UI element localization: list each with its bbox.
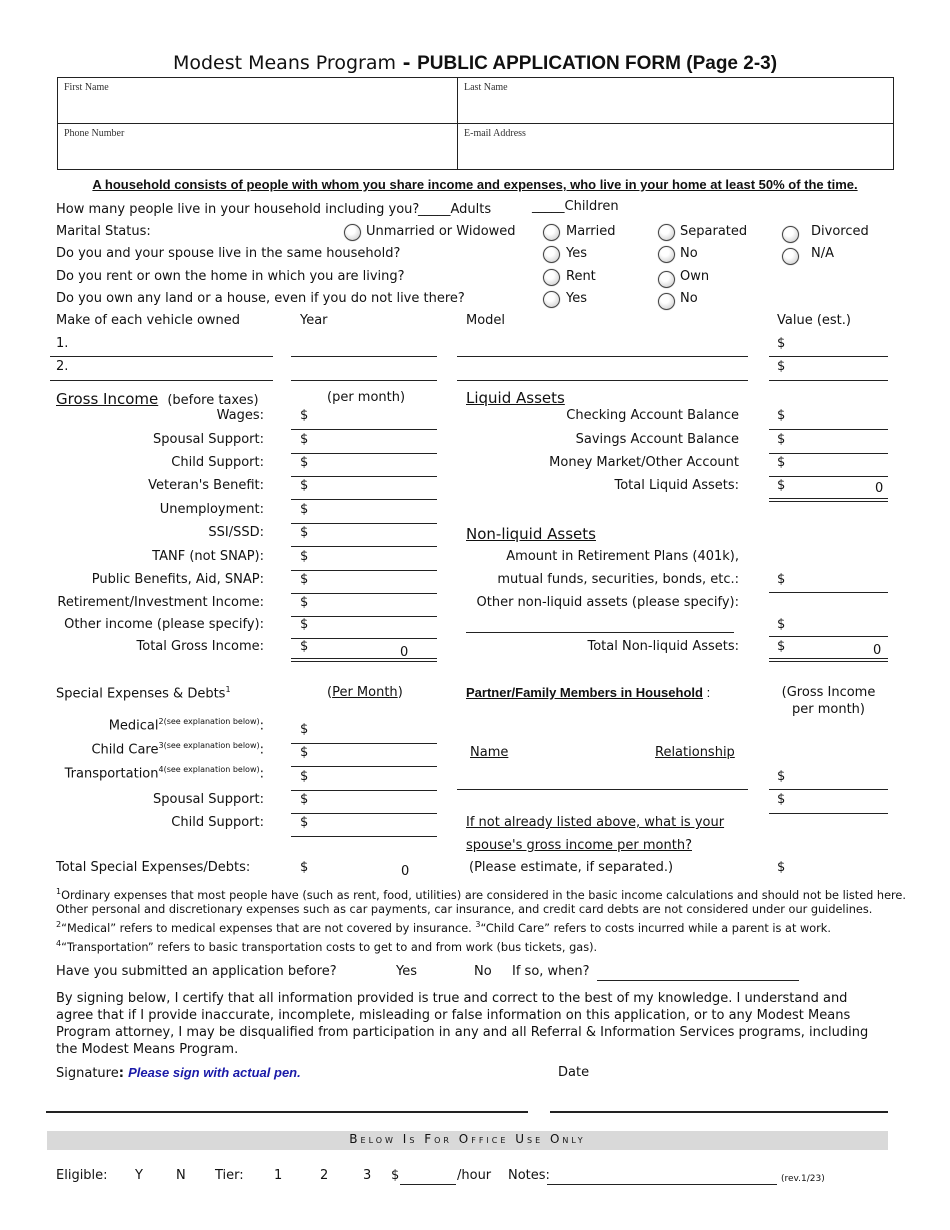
income-item-line[interactable] [291, 453, 437, 454]
liquid-item-line[interactable] [769, 453, 888, 454]
prior-no[interactable]: No [474, 964, 492, 979]
expense-item-dollar: $ [300, 792, 309, 807]
childcare-sup: 3(see explanation below) [158, 741, 260, 750]
household-note: A household consists of people with whom you share income and expenses, who live in your home at least 50% of the time. [92, 177, 858, 192]
pm-close: ) [397, 685, 403, 700]
income-item-line[interactable] [291, 429, 437, 430]
radio-unmarried[interactable] [344, 224, 361, 241]
partner-colon: : [706, 685, 711, 700]
income-item-dollar: $ [300, 478, 309, 493]
vehicle-model-header: Model [466, 313, 506, 328]
exp-child-label: Child Support: [171, 815, 264, 830]
opt-same-yes: Yes [566, 246, 587, 261]
income-item-line[interactable] [291, 616, 437, 617]
nonliquid-line2: mutual funds, securities, bonds, etc.: [497, 572, 739, 587]
signature-line[interactable] [46, 1111, 528, 1113]
footnote-1 [56, 884, 906, 903]
income-item-line[interactable] [291, 499, 437, 500]
partner-heading: Partner/Family Members in Household [466, 685, 703, 700]
income-item-dollar: $ [300, 525, 309, 540]
vehicle-row2-dollar: $ [777, 359, 786, 374]
gross-income-heading-wrap [56, 389, 259, 408]
total-nonliquid-label: Total Non-liquid Assets: [587, 639, 739, 654]
special-expenses-text: Special Expenses & Debts [56, 686, 226, 702]
office-dollar: $ [391, 1168, 400, 1183]
radio-land-yes[interactable] [543, 291, 560, 308]
office-tier2[interactable]: 2 [320, 1168, 329, 1183]
phone-label: Phone Number [64, 128, 125, 139]
radio-own[interactable] [658, 271, 675, 288]
medical-colon: : [259, 718, 264, 734]
form-title: PUBLIC APPLICATION FORM (Page 2-3) [417, 53, 778, 74]
opt-divorced: Divorced [811, 224, 869, 239]
total-gross-dollar: $ [300, 639, 309, 654]
vehicle-make-header: Make of each vehicle owned [56, 313, 241, 328]
title-dash: - [395, 52, 418, 74]
transport-text: Transportation [64, 766, 159, 782]
fn1-num: 1 [56, 887, 62, 896]
income-item-label: TANF (not SNAP): [152, 549, 264, 564]
radio-same-yes[interactable] [543, 246, 560, 263]
childcare-text: Child Care [91, 742, 159, 758]
phone-field[interactable] [57, 123, 458, 170]
income-item-dollar: $ [300, 455, 309, 470]
opt-separated: Separated [680, 224, 748, 239]
radio-separated[interactable] [658, 224, 675, 241]
total-liquid-underline [769, 498, 888, 502]
spouse-q3: (Please estimate, if separated.) [469, 860, 674, 875]
income-item-label: Child Support: [171, 455, 264, 470]
liquid-item-label: Money Market/Other Account [549, 455, 739, 470]
gross-income-heading: Gross Income [56, 390, 159, 408]
nonliquid-other-line[interactable] [769, 636, 888, 637]
radio-married[interactable] [543, 224, 560, 241]
special-expenses-sup: 1 [225, 685, 231, 694]
partner-relationship-header: Relationship [655, 745, 735, 760]
office-rate-line[interactable] [400, 1184, 456, 1185]
date-label: Date [558, 1065, 590, 1080]
expense-item-line[interactable] [291, 813, 437, 814]
email-label: E-mail Address [464, 128, 526, 139]
medical-sup: 2(see explanation below) [158, 717, 260, 726]
date-line[interactable] [550, 1111, 888, 1113]
children-input[interactable]: _____Children [532, 199, 619, 214]
office-notes-line[interactable] [547, 1184, 777, 1185]
expense-item-dollar: $ [300, 769, 309, 784]
income-item-line[interactable] [291, 476, 437, 477]
nonliquid-other-dollar: $ [777, 617, 786, 632]
expense-item-line[interactable] [291, 766, 437, 767]
email-field[interactable] [457, 123, 894, 170]
fn3-text: “Child Care” refers to costs incurred while a parent is at work. [480, 921, 831, 935]
income-item-label: Veteran's Benefit: [148, 478, 264, 493]
income-item-line[interactable] [291, 523, 437, 524]
fn2-num: 2 [56, 919, 62, 929]
fn4-num: 4 [56, 939, 62, 949]
radio-rent[interactable] [543, 269, 560, 286]
vehicle-row2-label: 2. [56, 359, 69, 374]
expense-item-dollar: $ [300, 745, 309, 760]
office-eligible: Eligible: [56, 1168, 108, 1183]
income-item-dollar: $ [300, 595, 309, 610]
office-banner-text: Below Is For Office Use Only [349, 1132, 586, 1146]
signature-label: Signature [56, 1066, 119, 1081]
expense-item-dollar: $ [300, 815, 309, 830]
total-expenses-value: 0 [401, 864, 410, 879]
nonliquid-retire-line[interactable] [769, 592, 888, 593]
opt-land-yes: Yes [566, 291, 587, 306]
childcare-label [40, 741, 264, 757]
total-gross-underline [291, 658, 437, 662]
liquid-assets-heading: Liquid Assets [466, 389, 565, 407]
office-hour: /hour [457, 1168, 492, 1183]
prior-yes[interactable]: Yes [396, 964, 417, 979]
radio-divorced[interactable] [782, 226, 799, 243]
signature-label-wrap [56, 1065, 301, 1081]
expense-item-line[interactable] [291, 836, 437, 837]
opt-rent: Rent [566, 269, 596, 284]
liquid-item-dollar: $ [777, 408, 786, 423]
liquid-item-dollar: $ [777, 432, 786, 447]
income-item-line[interactable] [291, 593, 437, 594]
same-household-question: Do you and your spouse live in the same household? [56, 246, 401, 261]
income-item-line[interactable] [291, 546, 437, 547]
first-name-field[interactable] [57, 77, 458, 124]
total-nonliquid-value: 0 [873, 643, 882, 658]
fn2-text: “Medical” refers to medical expenses that are not covered by insurance. [61, 921, 472, 935]
opt-same-no: No [680, 246, 698, 261]
income-item-label: Public Benefits, Aid, SNAP: [91, 572, 264, 587]
income-item-label: SSI/SSD: [208, 525, 264, 540]
vehicle2-year-line[interactable] [291, 380, 437, 381]
opt-own: Own [680, 269, 710, 284]
partner-gross1: (Gross Income [781, 685, 876, 700]
childcare-colon: : [259, 742, 264, 758]
household-count-question: How many people live in your household including you? [56, 202, 420, 217]
total-expenses-label: Total Special Expenses/Debts: [56, 860, 251, 875]
vehicle-row1-dollar: $ [777, 336, 786, 351]
vehicle2-value-line[interactable] [769, 380, 888, 381]
office-n[interactable]: N [176, 1168, 186, 1183]
income-item-dollar: $ [300, 408, 309, 423]
fn4-text: “Transportation” refers to basic transportation costs to get to and from work (bus tickets, gas). [61, 940, 598, 954]
income-item-label: Retirement/Investment Income: [57, 595, 264, 610]
total-gross-income-label: Total Gross Income: [136, 639, 264, 654]
income-item-dollar: $ [300, 617, 309, 632]
footnote-4 [56, 936, 906, 955]
prior-when-line[interactable] [597, 980, 799, 981]
total-liquid-label: Total Liquid Assets: [614, 478, 739, 493]
total-nonliquid-underline [769, 658, 888, 662]
footnotes [56, 884, 906, 955]
marital-label: Marital Status: [56, 224, 151, 239]
exp-spousal-label: Spousal Support: [153, 792, 264, 807]
page-title [0, 52, 950, 75]
pm-open: ( [327, 685, 333, 700]
gross-income-sub: (before taxes) [167, 393, 259, 408]
nonliquid-retire-dollar: $ [777, 572, 786, 587]
liquid-item-label: Savings Account Balance [575, 432, 739, 447]
income-item-label: Wages: [216, 408, 264, 423]
vehicle1-value-line[interactable] [769, 356, 888, 357]
income-item-dollar: $ [300, 549, 309, 564]
office-y[interactable]: Y [135, 1168, 143, 1183]
last-name-label: Last Name [464, 82, 508, 93]
fn1-text: Ordinary expenses that most people have (such as rent, food, utilities) are considered in the basic income calculations and should not be listed here. [61, 888, 906, 902]
footnote-2-3 [56, 917, 906, 936]
office-rev: (rev.1/23) [781, 1174, 825, 1184]
income-item-dollar: $ [300, 572, 309, 587]
total-liquid-dollar: $ [777, 478, 786, 493]
expense-item-line[interactable] [291, 743, 437, 744]
expense-item-line[interactable] [291, 790, 437, 791]
certification-text: By signing below, I certify that all information provided is true and correct to the best of my knowledge. I understand and agree that if I provide inaccurate, incomplete, misleading or false information on this application, or to any Modest Means Program attorney, I may be disqualified from participation in any and all Referral & Information Services programs, including the Modest Means Program. [56, 991, 869, 1057]
last-name-field[interactable] [457, 77, 894, 124]
medical-text: Medical [108, 718, 159, 734]
radio-land-no[interactable] [658, 293, 675, 310]
liquid-item-line[interactable] [769, 429, 888, 430]
medical-label [40, 717, 264, 733]
radio-same-na[interactable] [782, 248, 799, 265]
spouse-q1: If not already listed above, what is your [466, 815, 725, 830]
spouse-q2: spouse's gross income per month? [466, 838, 692, 853]
signature-hint: Please sign with actual pen. [128, 1065, 301, 1080]
partner2-dollar: $ [777, 792, 786, 807]
partner-heading-wrap [466, 685, 710, 700]
total-gross-value: 0 [400, 645, 409, 660]
nonliquid-specify-line[interactable] [466, 632, 734, 633]
first-name-label: First Name [64, 82, 109, 93]
vehicle2-model-line[interactable] [457, 380, 748, 381]
vehicle-row1-label: 1. [56, 336, 69, 351]
opt-same-na: N/A [811, 246, 834, 261]
income-item-dollar: $ [300, 432, 309, 447]
liquid-item-line[interactable] [769, 476, 888, 477]
income-item-label: Unemployment: [159, 502, 264, 517]
program-name: Modest Means Program [172, 52, 396, 74]
prior-question: Have you submitted an application before? [56, 964, 337, 979]
nonliquid-line1: Amount in Retirement Plans (401k), [506, 549, 739, 564]
partner2-income-line[interactable] [769, 813, 888, 814]
nonliquid-line3: Other non-liquid assets (please specify): [476, 595, 739, 610]
opt-married: Married [566, 224, 616, 239]
income-item-label: Spousal Support: [153, 432, 264, 447]
signature-colon: : [118, 1066, 124, 1081]
partner1-line[interactable] [457, 789, 748, 790]
office-tier1[interactable]: 1 [274, 1168, 283, 1183]
income-item-line[interactable] [291, 638, 437, 639]
income-item-line[interactable] [291, 570, 437, 571]
opt-land-no: No [680, 291, 698, 306]
transport-colon: : [259, 766, 264, 782]
total-expenses-dollar: $ [300, 860, 309, 875]
vehicle1-make-line[interactable] [50, 356, 273, 357]
expense-item-dollar: $ [300, 722, 309, 737]
expenses-per-month [327, 685, 403, 700]
vehicle-year-header: Year [300, 313, 328, 328]
liquid-item-dollar: $ [777, 455, 786, 470]
prior-when-label: If so, when? [512, 964, 590, 979]
special-expenses-heading [56, 685, 231, 701]
income-item-label: Other income (please specify): [64, 617, 264, 632]
nonliquid-heading: Non-liquid Assets [466, 525, 596, 543]
adults-input[interactable]: _____Adults [418, 202, 492, 217]
fn3-num: 3 [475, 919, 481, 929]
pm-text: Per Month [332, 685, 398, 700]
liquid-item-label: Checking Account Balance [566, 408, 739, 423]
rent-own-question: Do you rent or own the home in which you are living? [56, 269, 405, 284]
total-nonliquid-dollar: $ [777, 639, 786, 654]
office-tier3[interactable]: 3 [363, 1168, 372, 1183]
transport-label [40, 765, 264, 781]
partner-gross2: per month) [792, 702, 865, 717]
office-tier: Tier: [215, 1168, 244, 1183]
radio-same-no[interactable] [658, 246, 675, 263]
income-per-month: (per month) [327, 390, 406, 405]
vehicle-value-header: Value (est.) [777, 313, 851, 328]
vehicle1-model-line[interactable] [457, 356, 748, 357]
transport-sup: 4(see explanation below) [158, 765, 260, 774]
income-item-dollar: $ [300, 502, 309, 517]
total-liquid-value: 0 [875, 481, 884, 496]
vehicle1-year-line[interactable] [291, 356, 437, 357]
footnote-1b: Other personal and discretionary expenses such as car payments, car insurance, and credit card debts are not considered under our guidelines. [56, 903, 873, 917]
partner-name-header: Name [470, 745, 509, 760]
partner1-income-line[interactable] [769, 789, 888, 790]
land-question: Do you own any land or a house, even if you do not live there? [56, 291, 465, 306]
vehicle2-make-line[interactable] [50, 380, 273, 381]
spouse-dollar: $ [777, 860, 786, 875]
office-notes: Notes: [508, 1168, 550, 1183]
opt-unmarried: Unmarried or Widowed [366, 224, 516, 239]
partner1-dollar: $ [777, 769, 786, 784]
